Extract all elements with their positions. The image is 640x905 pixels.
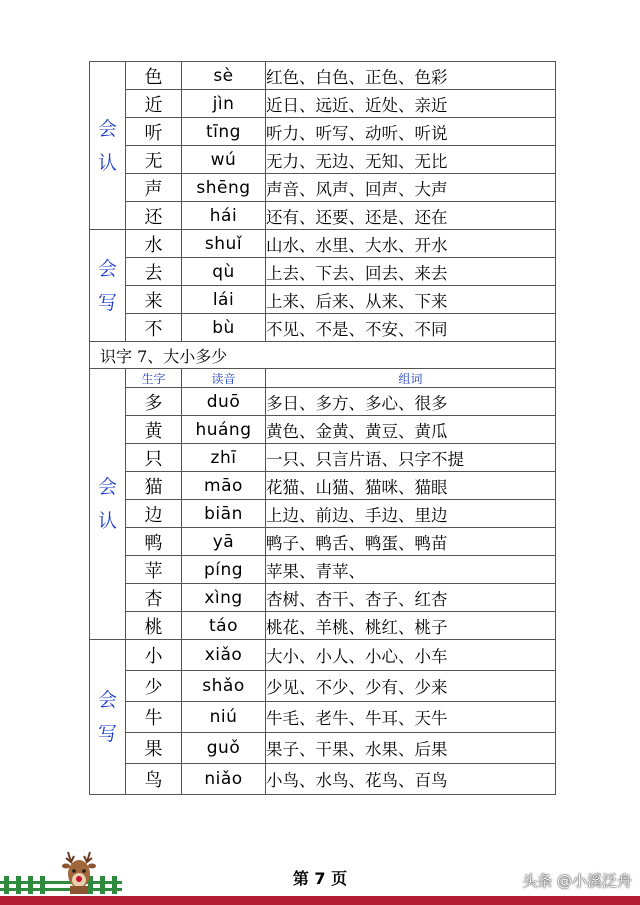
- words-cell: 多日、多方、多心、很多: [266, 388, 556, 416]
- table-row: [90, 118, 556, 146]
- char-cell: 声: [126, 174, 182, 202]
- words-cell: 大小、小人、小心、小车: [266, 640, 556, 671]
- pinyin-cell: huáng: [182, 416, 266, 444]
- words-cell: 牛毛、老牛、牛耳、天牛: [266, 702, 556, 733]
- words-cell: 上来、后来、从来、下来: [266, 286, 556, 314]
- header-char: 生字: [126, 369, 182, 388]
- table-row: [90, 640, 556, 671]
- char-cell: 还: [126, 202, 182, 230]
- words-cell: 上去、下去、回去、来去: [266, 258, 556, 286]
- pinyin-cell: yā: [182, 528, 266, 556]
- header-words: 组词: [266, 369, 556, 388]
- table-row: [90, 612, 556, 640]
- pinyin-cell: táo: [182, 612, 266, 640]
- watermark: 头条 @小溪泛舟: [522, 872, 632, 890]
- group-label-write: 会 写: [90, 640, 126, 795]
- pinyin-cell: píng: [182, 556, 266, 584]
- char-cell: 近: [126, 90, 182, 118]
- char-cell: 猫: [126, 472, 182, 500]
- pinyin-cell: zhī: [182, 444, 266, 472]
- pinyin-cell: tīng: [182, 118, 266, 146]
- table-row: [90, 258, 556, 286]
- pinyin-cell: xiǎo: [182, 640, 266, 671]
- table-row: [90, 584, 556, 612]
- vocab-table: [89, 61, 556, 795]
- char-cell: 少: [126, 671, 182, 702]
- words-cell: 无力、无边、无知、无比: [266, 146, 556, 174]
- words-cell: 听力、听写、动听、听说: [266, 118, 556, 146]
- pinyin-cell: hái: [182, 202, 266, 230]
- section-title-row: [90, 342, 556, 369]
- pinyin-cell: shǎo: [182, 671, 266, 702]
- char-cell: 只: [126, 444, 182, 472]
- words-cell: 杏树、杏干、杏子、红杏: [266, 584, 556, 612]
- table-row: [90, 90, 556, 118]
- char-cell: 多: [126, 388, 182, 416]
- table-row: [90, 388, 556, 416]
- words-cell: 鸭子、鸭舌、鸭蛋、鸭苗: [266, 528, 556, 556]
- pinyin-cell: lái: [182, 286, 266, 314]
- char-cell: 水: [126, 230, 182, 258]
- words-cell: 上边、前边、手边、里边: [266, 500, 556, 528]
- pinyin-cell: sè: [182, 62, 266, 90]
- table-row: [90, 230, 556, 258]
- table-row: [90, 733, 556, 764]
- pinyin-cell: guǒ: [182, 733, 266, 764]
- words-cell: 还有、还要、还是、还在: [266, 202, 556, 230]
- group-label-write: 会 写: [90, 230, 126, 342]
- table-row: [90, 444, 556, 472]
- char-cell: 听: [126, 118, 182, 146]
- char-cell: 鸟: [126, 764, 182, 795]
- table-row: [90, 556, 556, 584]
- char-cell: 杏: [126, 584, 182, 612]
- char-cell: 鸭: [126, 528, 182, 556]
- pinyin-cell: jìn: [182, 90, 266, 118]
- table-row: [90, 286, 556, 314]
- bottom-bar: [0, 896, 640, 905]
- pinyin-cell: shuǐ: [182, 230, 266, 258]
- words-cell: 红色、白色、正色、色彩: [266, 62, 556, 90]
- section-title: 识字 7、大小多少: [90, 342, 556, 369]
- pinyin-cell: māo: [182, 472, 266, 500]
- char-cell: 来: [126, 286, 182, 314]
- char-cell: 牛: [126, 702, 182, 733]
- words-cell: 苹果、青苹、: [266, 556, 556, 584]
- table-row: [90, 416, 556, 444]
- char-cell: 果: [126, 733, 182, 764]
- pinyin-cell: biān: [182, 500, 266, 528]
- words-cell: 不见、不是、不安、不同: [266, 314, 556, 342]
- pinyin-cell: niǎo: [182, 764, 266, 795]
- words-cell: 近日、远近、近处、亲近: [266, 90, 556, 118]
- words-cell: 一只、只言片语、只字不提: [266, 444, 556, 472]
- pinyin-cell: xìng: [182, 584, 266, 612]
- table-row: [90, 500, 556, 528]
- table-row: [90, 62, 556, 90]
- words-cell: 少见、不少、少有、少来: [266, 671, 556, 702]
- char-cell: 苹: [126, 556, 182, 584]
- char-cell: 黄: [126, 416, 182, 444]
- char-cell: 不: [126, 314, 182, 342]
- pinyin-cell: wú: [182, 146, 266, 174]
- char-cell: 小: [126, 640, 182, 671]
- pinyin-cell: bù: [182, 314, 266, 342]
- char-cell: 色: [126, 62, 182, 90]
- char-cell: 去: [126, 258, 182, 286]
- pinyin-cell: shēng: [182, 174, 266, 202]
- table-row: [90, 528, 556, 556]
- words-cell: 果子、干果、水果、后果: [266, 733, 556, 764]
- table-row: [90, 314, 556, 342]
- group-label-recognize: 会 认: [90, 369, 126, 640]
- page-number: 第 7 页: [292, 869, 348, 888]
- table-row: [90, 702, 556, 733]
- table-row: [90, 202, 556, 230]
- pinyin-cell: duō: [182, 388, 266, 416]
- table-row: [90, 146, 556, 174]
- char-cell: 桃: [126, 612, 182, 640]
- char-cell: 无: [126, 146, 182, 174]
- words-cell: 声音、风声、回声、大声: [266, 174, 556, 202]
- table-row: [90, 671, 556, 702]
- words-cell: 桃花、羊桃、桃红、桃子: [266, 612, 556, 640]
- table-header-row: [90, 369, 556, 388]
- words-cell: 花猫、山猫、猫咪、猫眼: [266, 472, 556, 500]
- words-cell: 小鸟、水鸟、花鸟、百鸟: [266, 764, 556, 795]
- words-cell: 黄色、金黄、黄豆、黄瓜: [266, 416, 556, 444]
- words-cell: 山水、水里、大水、开水: [266, 230, 556, 258]
- table-row: [90, 472, 556, 500]
- table-row: [90, 174, 556, 202]
- group-label-recognize: 会 认: [90, 62, 126, 230]
- header-pinyin: 读音: [182, 369, 266, 388]
- table-row: [90, 764, 556, 795]
- char-cell: 边: [126, 500, 182, 528]
- pinyin-cell: niú: [182, 702, 266, 733]
- pinyin-cell: qù: [182, 258, 266, 286]
